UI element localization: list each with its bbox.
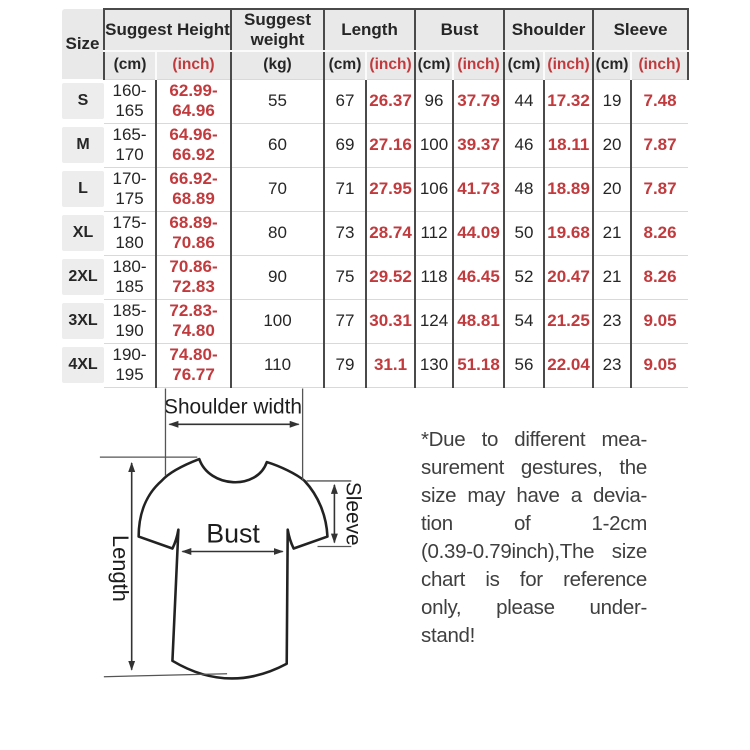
unit-label-inch: (inch) xyxy=(631,51,688,79)
col-header-bust: Bust xyxy=(415,9,504,51)
table-row xyxy=(62,123,688,167)
value-cell: 112 xyxy=(415,211,453,255)
bust-label: Bust xyxy=(206,518,260,549)
unit-label-cm: (cm) xyxy=(415,51,453,79)
size-chip: 2XL xyxy=(62,259,104,295)
note-line: surement gestures, the xyxy=(421,456,647,479)
value-cell: 79 xyxy=(324,343,366,387)
value-cell: 90 xyxy=(231,255,324,299)
col-header-suggest-height: Suggest Height xyxy=(104,9,231,51)
value-cell-inch: 30.31 xyxy=(366,299,415,343)
value-cell-inch: 28.74 xyxy=(366,211,415,255)
unit-label-cm: (cm) xyxy=(324,51,366,79)
value-cell: 50 xyxy=(504,211,544,255)
value-cell-inch: 19.68 xyxy=(544,211,593,255)
value-cell-inch: 21.25 xyxy=(544,299,593,343)
value-cell: 70 xyxy=(231,167,324,211)
value-cell: 67 xyxy=(324,79,366,123)
unit-label-inch: (inch) xyxy=(453,51,504,79)
value-cell: 21 xyxy=(593,255,631,299)
unit-label-cm: (cm) xyxy=(593,51,631,79)
size-chip: XL xyxy=(62,215,104,251)
table-row xyxy=(62,211,688,255)
value-cell-inch: 9.05 xyxy=(631,343,688,387)
value-cell-inch: 70.86-72.83 xyxy=(156,255,231,299)
value-cell: 100 xyxy=(415,123,453,167)
value-cell: 56 xyxy=(504,343,544,387)
value-cell: 130 xyxy=(415,343,453,387)
value-cell: 52 xyxy=(504,255,544,299)
value-cell: 44 xyxy=(504,79,544,123)
size-label-cell xyxy=(62,299,104,343)
value-cell: 165-170 xyxy=(104,123,156,167)
size-chip: 3XL xyxy=(62,303,104,339)
size-chip: M xyxy=(62,127,104,163)
value-cell-inch: 7.48 xyxy=(631,79,688,123)
size-chip: L xyxy=(62,171,104,207)
size-label-cell xyxy=(62,167,104,211)
note-line: stand! xyxy=(421,624,476,647)
size-label-cell xyxy=(62,211,104,255)
value-cell-inch: 18.11 xyxy=(544,123,593,167)
value-cell: 77 xyxy=(324,299,366,343)
value-cell-inch: 8.26 xyxy=(631,211,688,255)
value-cell-inch: 26.37 xyxy=(366,79,415,123)
unit-label-cm: (cm) xyxy=(104,51,156,79)
value-cell: 80 xyxy=(231,211,324,255)
note-line: chart is for reference xyxy=(421,568,647,591)
note-line: tion of 1-2cm xyxy=(421,512,647,535)
value-cell-inch: 41.73 xyxy=(453,167,504,211)
tshirt-measurement-diagram xyxy=(82,384,400,718)
shoulder-width-label: Shoulder width xyxy=(164,395,303,419)
table-row xyxy=(62,343,688,387)
value-cell: 180-185 xyxy=(104,255,156,299)
size-table-body xyxy=(62,79,688,387)
unit-label-kg: (kg) xyxy=(231,51,324,79)
value-cell-inch: 31.1 xyxy=(366,343,415,387)
col-header-sleeve: Sleeve xyxy=(593,9,688,51)
table-row xyxy=(62,79,688,123)
table-row xyxy=(62,167,688,211)
size-chart-table xyxy=(62,8,689,388)
value-cell: 185-190 xyxy=(104,299,156,343)
value-cell-inch: 51.18 xyxy=(453,343,504,387)
value-cell-inch: 48.81 xyxy=(453,299,504,343)
value-cell: 118 xyxy=(415,255,453,299)
value-cell-inch: 66.92-68.89 xyxy=(156,167,231,211)
value-cell-inch: 72.83-74.80 xyxy=(156,299,231,343)
table-header xyxy=(62,9,688,79)
value-cell-inch: 29.52 xyxy=(366,255,415,299)
col-header-shoulder: Shoulder xyxy=(504,9,593,51)
value-cell-inch: 64.96-66.92 xyxy=(156,123,231,167)
value-cell: 46 xyxy=(504,123,544,167)
value-cell-inch: 7.87 xyxy=(631,167,688,211)
value-cell: 69 xyxy=(324,123,366,167)
size-chip: 4XL xyxy=(62,347,104,383)
note-line: (0.39-0.79inch),The size xyxy=(421,540,647,563)
value-cell-inch: 27.16 xyxy=(366,123,415,167)
unit-label-inch: (inch) xyxy=(366,51,415,79)
value-cell-inch: 8.26 xyxy=(631,255,688,299)
value-cell-inch: 7.87 xyxy=(631,123,688,167)
sleeve-label: Sleeve xyxy=(341,481,365,546)
value-cell: 124 xyxy=(415,299,453,343)
tshirt-outline xyxy=(139,459,328,678)
value-cell: 20 xyxy=(593,167,631,211)
value-cell: 106 xyxy=(415,167,453,211)
size-chip: S xyxy=(62,83,104,119)
value-cell-inch: 68.89-70.86 xyxy=(156,211,231,255)
value-cell: 20 xyxy=(593,123,631,167)
col-header-suggest-weight: Suggest weight xyxy=(231,9,324,51)
value-cell: 55 xyxy=(231,79,324,123)
value-cell: 71 xyxy=(324,167,366,211)
size-label-cell xyxy=(62,79,104,123)
value-cell: 100 xyxy=(231,299,324,343)
note-line: size may have a devia- xyxy=(421,484,647,507)
value-cell: 54 xyxy=(504,299,544,343)
value-cell-inch: 44.09 xyxy=(453,211,504,255)
value-cell: 21 xyxy=(593,211,631,255)
value-cell-inch: 18.89 xyxy=(544,167,593,211)
value-cell: 160-165 xyxy=(104,79,156,123)
unit-label-inch: (inch) xyxy=(544,51,593,79)
size-label-cell xyxy=(62,343,104,387)
value-cell: 60 xyxy=(231,123,324,167)
size-label-cell xyxy=(62,255,104,299)
table-row xyxy=(62,299,688,343)
value-cell-inch: 22.04 xyxy=(544,343,593,387)
value-cell-inch: 17.32 xyxy=(544,79,593,123)
value-cell: 23 xyxy=(593,343,631,387)
value-cell: 75 xyxy=(324,255,366,299)
value-cell-inch: 9.05 xyxy=(631,299,688,343)
note-line: *Due to different mea- xyxy=(421,428,647,451)
value-cell-inch: 37.79 xyxy=(453,79,504,123)
value-cell: 19 xyxy=(593,79,631,123)
value-cell: 96 xyxy=(415,79,453,123)
value-cell: 73 xyxy=(324,211,366,255)
value-cell-inch: 20.47 xyxy=(544,255,593,299)
value-cell: 110 xyxy=(231,343,324,387)
note-text xyxy=(421,426,647,650)
col-header-length: Length xyxy=(324,9,415,51)
unit-label-inch: (inch) xyxy=(156,51,231,79)
value-cell: 23 xyxy=(593,299,631,343)
unit-label-cm: (cm) xyxy=(504,51,544,79)
col-header-size: Size xyxy=(62,9,104,79)
table-row xyxy=(62,255,688,299)
length-label: Length xyxy=(107,534,133,602)
value-cell-inch: 27.95 xyxy=(366,167,415,211)
value-cell: 175-180 xyxy=(104,211,156,255)
size-label-cell xyxy=(62,123,104,167)
value-cell-inch: 74.80-76.77 xyxy=(156,343,231,387)
value-cell: 190-195 xyxy=(104,343,156,387)
value-cell-inch: 46.45 xyxy=(453,255,504,299)
value-cell-inch: 62.99-64.96 xyxy=(156,79,231,123)
note-line: only, please under- xyxy=(421,596,647,619)
value-cell-inch: 39.37 xyxy=(453,123,504,167)
value-cell: 170-175 xyxy=(104,167,156,211)
value-cell: 48 xyxy=(504,167,544,211)
